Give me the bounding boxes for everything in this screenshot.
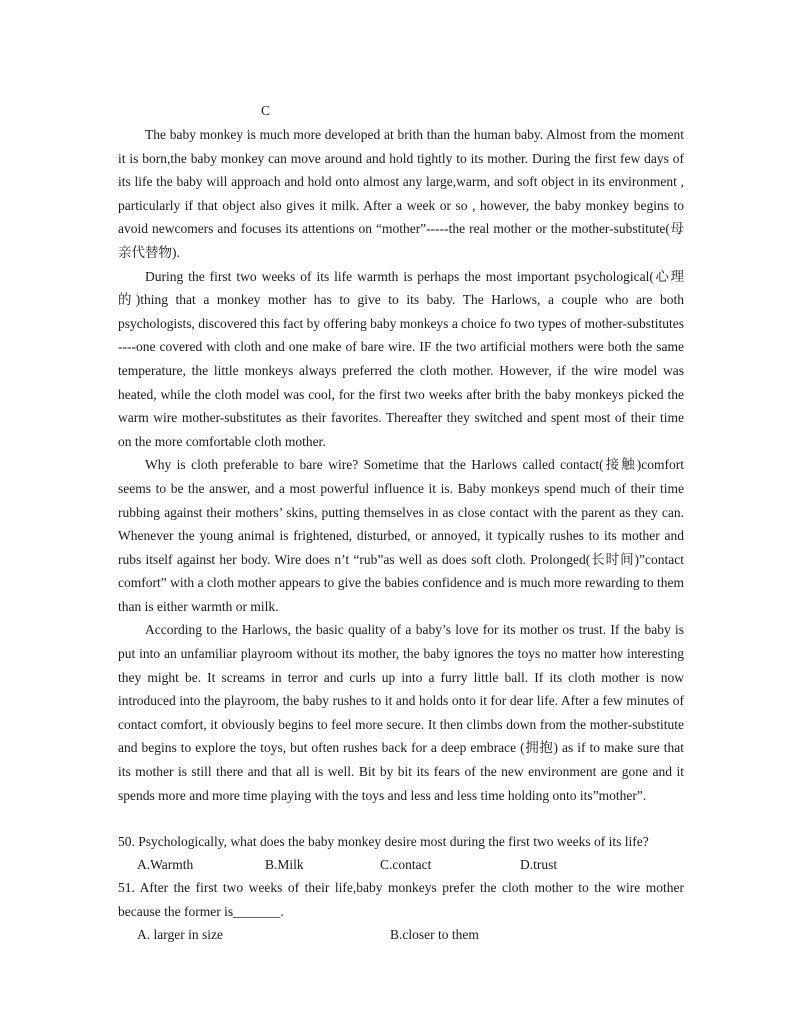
passage-paragraph-2: During the first two weeks of its life warmth is perhaps the most important psychological(心理的)thing that a monkey mother has to give to its baby. The Harlows, a couple who are both psychologists, discovered this fact by offering baby monkeys a choice fo two types of mother-substitutes ----one covered with cloth and one make of bare wire. IF the two artificial mothers were both the same temperature, the little monkeys always preferred the cloth mother. However, if the wire model was heated, while the cloth model was cool, for the first two weeks after brith the baby monkeys picked the warm wire mother-substitutes as their favorites. Thereafter they switched and spent most of their time on the more comfortable cloth mother.: [118, 268, 684, 449]
question-50-option-a: A.Warmth: [137, 857, 194, 872]
question-50-option-d: D.trust: [520, 857, 558, 872]
question-51-option-b: B.closer to them: [390, 927, 479, 942]
question-51-option-a: A. larger in size: [137, 927, 223, 942]
question-51-stem: 51. After the first two weeks of their life,baby monkeys prefer the cloth mother to the wire mother because the former is_______.: [118, 880, 684, 919]
passage-paragraph-1: The baby monkey is much more developed at brith than the human baby. Almost from the moment it is born,the baby monkey can move around and hold tightly to its mother. During the first few days of its life the baby will approach and hold onto almost any large,warm, and soft object in its environment , particularly if that object also gives it milk. After a week or so , however, the baby monkey begins to avoid newcomers and focuses its attentions on “mother”-----the real mother or the mother-substitute(母亲代替物).: [118, 127, 684, 260]
question-50: [118, 830, 684, 854]
passage-paragraph-3: Why is cloth preferable to bare wire? Sometime that the Harlows called contact(接触)comfort seems to be the answer, and a most powerful influence it is. Baby monkeys spend much of their time rubbing against their mothers’ skins, putting themselves in as close contact with the parent as they can. Whenever the young animal is frightened, disturbed, or annoyed, it typically rushes to its mother and rubs itself against her body. Wire does n’t “rub”as well as does soft cloth. Prolonged(长时间)”contact comfort” with a cloth mother appears to give the babies confidence and is much more rewarding to them than is either warmth or milk.: [118, 457, 684, 614]
question-50-stem: 50. Psychologically, what does the baby monkey desire most during the first two weeks of its life?: [118, 834, 649, 849]
section-letter: C: [261, 103, 271, 118]
passage-paragraph-4: According to the Harlows, the basic quality of a baby’s love for its mother os trust. If the baby is put into an unfamiliar playroom without its mother, the baby ignores the toys no matter how interesting they might be. It screams in terror and curls up into a furry little ball. If its cloth mother is now introduced into the playroom, the baby rushes to it and holds onto it for dear life. After a few minutes of contact comfort, it obviously begins to feel more secure. It then climbs down from the mother-substitute and begins to explore the toys, but often rushes back for a deep embrace (拥抱) as if to make sure that its mother is still there and that all is well. Bit by bit its fears of the new environment are gone and it spends more and more time playing with the toys and less and less time holding onto its”mother”.: [118, 622, 684, 803]
question-50-option-c: C.contact: [380, 857, 432, 872]
question-51: [118, 876, 684, 923]
question-50-option-b: B.Milk: [265, 857, 304, 872]
reading-passage: [118, 123, 684, 807]
